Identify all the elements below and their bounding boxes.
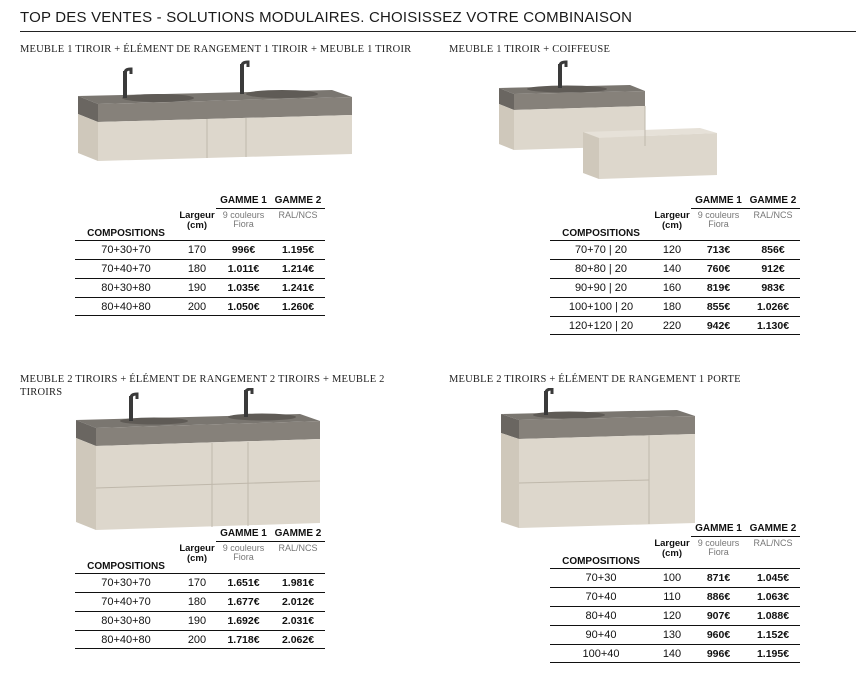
gamme1-price: 1.677€ [227,596,260,608]
table-row [550,606,800,625]
vanity-image-2 [495,58,725,188]
composition-cell: 80+40+80 [101,634,151,646]
gamme2-price: 1.063€ [756,591,790,603]
gamme1-subheader [691,539,746,557]
gamme2-price: 856€ [761,244,785,256]
gamme2-subheader: RAL/NCS [278,210,318,220]
gamme1-price: 1.050€ [227,301,260,313]
table-row [550,278,800,297]
table-row [550,297,800,316]
gamme2-price: 1.152€ [756,629,790,641]
gamme1-sub-fiora: Fiora [708,547,729,557]
table-row [75,630,325,649]
largeur-cell: 180 [187,263,207,275]
largeur-cell: 120 [662,610,682,622]
composition-cell: 70+40+70 [101,596,151,608]
section-4-heading: MEUBLE 2 TIROIRS + ÉLÉMENT DE RANGEMENT 1 PORTE [449,374,741,385]
gamme2-price: 1.260€ [281,301,315,313]
largeur-cell: 200 [187,301,207,313]
price-table-2 [550,195,800,335]
largeur-header [652,211,692,231]
gamme2-header: GAMME 2 [274,528,322,539]
gamme2-price: 1.130€ [756,320,790,332]
gamme2-price: 1.045€ [756,572,790,584]
compositions-header: COMPOSITIONS [562,228,640,239]
vanity-image-3 [72,388,327,533]
gamme1-price: 871€ [706,572,731,584]
gamme2-price: 1.241€ [281,282,315,294]
largeur-header [177,544,217,564]
gamme2-price: 1.981€ [281,577,315,589]
vanity-image-4 [497,388,702,533]
largeur-header [177,211,217,231]
compositions-header: COMPOSITIONS [562,556,640,567]
largeur-unit: (cm) [186,553,208,564]
gamme2-price: 1.214€ [281,263,315,275]
gamme1-sub-colors: 9 couleurs [697,210,740,220]
composition-cell: 70+40 [585,591,617,603]
table-row [550,259,800,278]
section-3-heading: MEUBLE 2 TIROIRS + ÉLÉMENT DE RANGEMENT 2 TIROIRS + MEUBLE 2 TIROIRS [20,374,385,398]
gamme1-price: 1.011€ [227,263,260,275]
gamme1-price: 713€ [706,244,731,256]
title-divider [20,31,856,32]
gamme2-header: GAMME 2 [749,523,797,534]
gamme1-price: 1.692€ [227,615,260,627]
gamme1-header: GAMME 1 [695,523,742,534]
gamme-header [216,528,325,542]
gamme1-header: GAMME 1 [220,195,267,206]
largeur-cell: 100 [662,572,682,584]
column-header-row [550,211,800,239]
largeur-label: Largeur [179,543,215,554]
gamme2-subheader: RAL/NCS [753,210,793,220]
composition-cell: 90+90 | 20 [574,282,628,294]
largeur-label: Largeur [654,210,690,221]
largeur-cell: 180 [187,596,207,608]
gamme2-subheader: RAL/NCS [278,543,318,553]
gamme2-subheader: RAL/NCS [753,538,793,548]
composition-cell: 80+40+80 [101,301,151,313]
gamme1-price: 760€ [706,263,731,275]
gamme1-header: GAMME 1 [695,195,742,206]
largeur-cell: 200 [187,634,207,646]
composition-cell: 70+70 | 20 [574,244,628,256]
composition-cell: 80+80 | 20 [574,263,628,275]
table-body [550,240,800,335]
column-header-row [550,539,800,567]
gamme-header [216,195,325,209]
largeur-cell: 170 [187,577,207,589]
compositions-header: COMPOSITIONS [87,561,165,572]
gamme1-sub-colors: 9 couleurs [222,210,265,220]
gamme1-price: 1.718€ [227,634,260,646]
gamme1-price: 819€ [706,282,731,294]
composition-cell: 70+30+70 [101,577,151,589]
table-row [550,587,800,606]
largeur-cell: 170 [187,244,207,256]
gamme2-header: GAMME 2 [749,195,797,206]
composition-cell: 100+100 | 20 [568,301,634,313]
gamme2-price: 1.026€ [756,301,790,313]
largeur-cell: 140 [662,648,682,660]
column-header-row [75,544,325,572]
largeur-cell: 190 [187,615,207,627]
table-row [75,611,325,630]
largeur-unit: (cm) [186,220,208,231]
largeur-unit: (cm) [661,548,683,559]
table-row [550,240,800,259]
largeur-cell: 120 [662,244,682,256]
gamme1-sub-fiora: Fiora [233,219,254,229]
gamme1-sub-colors: 9 couleurs [697,538,740,548]
gamme1-price: 942€ [706,320,731,332]
section-2-heading: MEUBLE 1 TIROIR + COIFFEUSE [449,44,611,55]
table-row [75,278,325,297]
gamme1-price: 886€ [706,591,731,603]
composition-cell: 80+40 [585,610,617,622]
gamme-header [691,195,800,209]
largeur-cell: 110 [663,591,681,603]
gamme-header [691,523,800,537]
gamme2-price: 2.031€ [281,615,315,627]
gamme1-price: 960€ [706,629,731,641]
gamme2-price: 983€ [761,282,785,294]
price-table-3 [75,528,325,653]
compositions-header: COMPOSITIONS [87,228,165,239]
gamme1-price: 996€ [706,648,731,660]
largeur-cell: 180 [662,301,682,313]
table-body [550,568,800,663]
table-row [550,644,800,663]
gamme2-price: 2.012€ [281,596,315,608]
table-row [75,259,325,278]
column-header-row [75,211,325,239]
gamme2-price: 2.062€ [281,634,315,646]
page-title: TOP DES VENTES - SOLUTIONS MODULAIRES. CHOISISSEZ VOTRE COMBINAISON [20,9,633,26]
table-body [75,573,325,649]
composition-cell: 70+30 [585,572,617,584]
table-row [550,625,800,644]
gamme1-subheader [216,544,271,562]
section-1-heading: MEUBLE 1 TIROIR + ÉLÉMENT DE RANGEMENT 1 TIROIR + MEUBLE 1 TIROIR [20,44,412,55]
table-row [75,573,325,592]
largeur-cell: 130 [662,629,682,641]
price-table-1 [75,195,325,320]
table-row [75,592,325,611]
composition-cell: 100+40 [582,648,620,660]
table-row [550,316,800,335]
largeur-header [652,539,692,559]
gamme1-price: 1.035€ [227,282,260,294]
vanity-image-1 [70,58,355,168]
composition-cell: 80+30+80 [101,615,151,627]
gamme2-price: 1.195€ [756,648,790,660]
gamme1-subheader [691,211,746,229]
composition-cell: 70+30+70 [101,244,151,256]
gamme1-price: 996€ [231,244,256,256]
gamme1-price: 855€ [706,301,731,313]
largeur-unit: (cm) [661,220,683,231]
composition-cell: 70+40+70 [101,263,151,275]
gamme2-price: 1.088€ [756,610,790,622]
gamme1-sub-fiora: Fiora [708,219,729,229]
table-row [75,297,325,316]
gamme1-price: 907€ [706,610,731,622]
largeur-label: Largeur [654,538,690,549]
gamme1-price: 1.651€ [227,577,260,589]
largeur-cell: 190 [187,282,207,294]
gamme1-header: GAMME 1 [220,528,267,539]
gamme1-sub-fiora: Fiora [233,552,254,562]
gamme2-price: 1.195€ [281,244,315,256]
price-table-4 [550,523,800,663]
largeur-cell: 160 [662,282,682,294]
gamme1-subheader [216,211,271,229]
composition-cell: 90+40 [585,629,617,641]
table-row [550,568,800,587]
table-row [75,240,325,259]
composition-cell: 120+120 | 20 [568,320,634,332]
gamme2-header: GAMME 2 [274,195,322,206]
largeur-label: Largeur [179,210,215,221]
composition-cell: 80+30+80 [101,282,151,294]
gamme2-price: 912€ [761,263,785,275]
largeur-cell: 220 [662,320,682,332]
gamme1-sub-colors: 9 couleurs [222,543,265,553]
largeur-cell: 140 [662,263,682,275]
table-body [75,240,325,316]
